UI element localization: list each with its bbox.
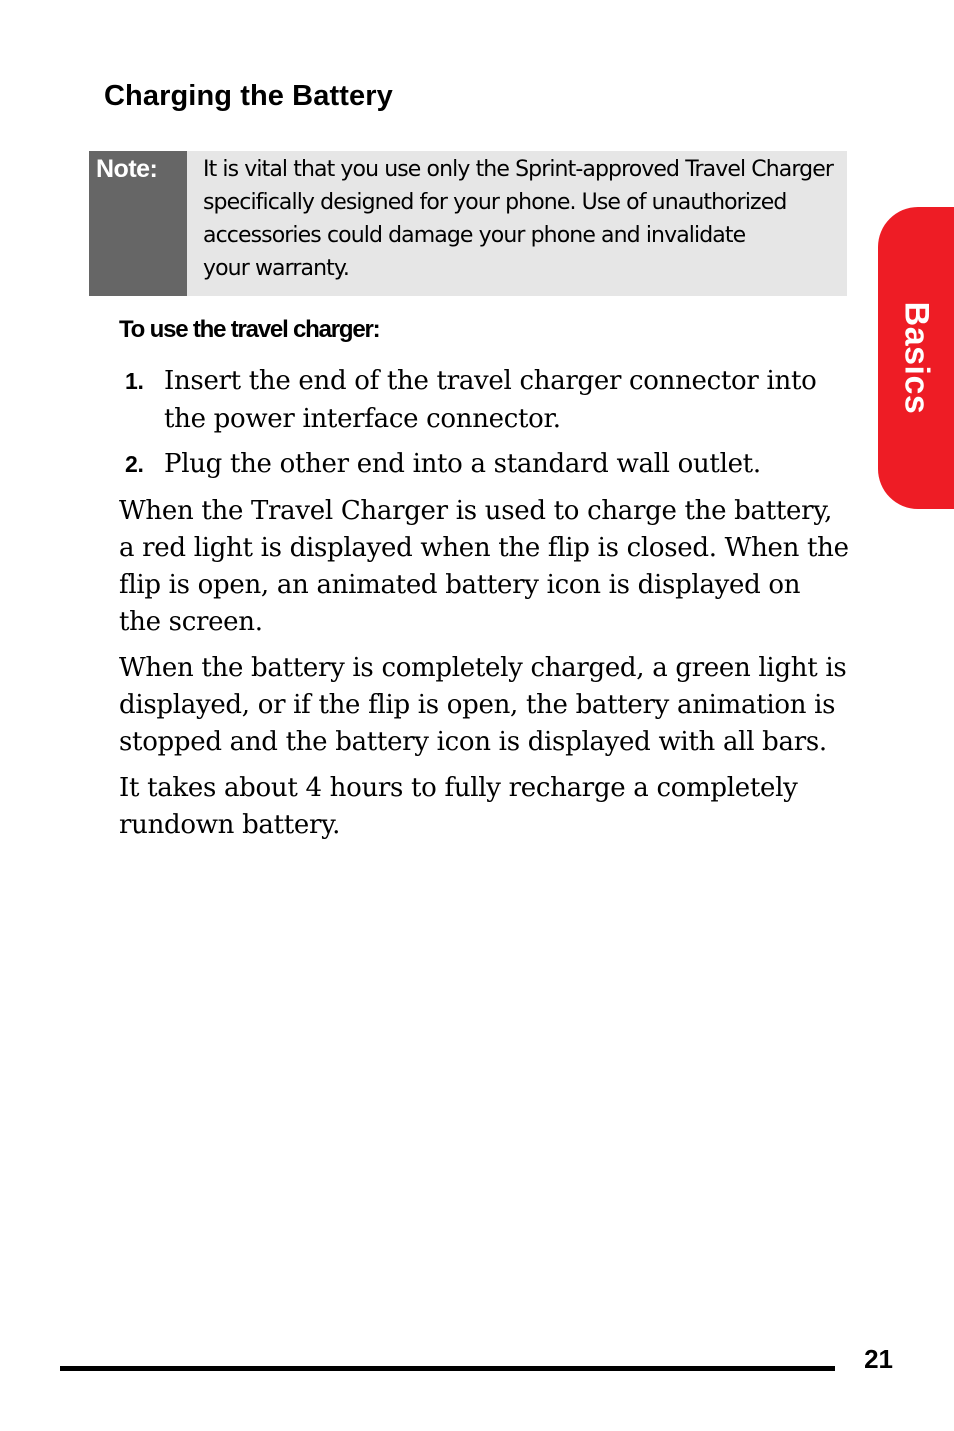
step-list	[119, 362, 849, 490]
note-box	[89, 151, 847, 296]
step-item	[119, 362, 849, 438]
body-paragraph: When the Travel Charger is used to charge the battery, a red light is displayed when the flip is closed. When the flip is open, an animated battery icon is displayed on the screen.	[119, 496, 849, 637]
note-label-cell	[89, 151, 187, 296]
section-heading: Charging the Battery	[104, 80, 393, 112]
step-number: 1.	[125, 368, 144, 394]
note-line: specifically designed for your phone. Use of unauthorized	[203, 190, 787, 215]
page-number: 21	[864, 1344, 893, 1374]
note-line: your warranty.	[203, 256, 349, 281]
body-text	[119, 493, 849, 853]
note-label: Note:	[96, 155, 158, 183]
body-paragraph: It takes about 4 hours to fully recharge a completely rundown battery.	[119, 773, 798, 840]
note-line: It is vital that you use only the Sprint-approved Travel Charger	[203, 157, 833, 182]
footer-rule	[60, 1366, 835, 1371]
body-paragraph: When the battery is completely charged, a green light is displayed, or if the flip is open, the battery animation is stopped and the battery icon is displayed with all bars.	[119, 653, 847, 757]
step-text: Insert the end of the travel charger connector into the power interface connector.	[164, 366, 817, 434]
step-item	[119, 445, 849, 483]
note-line: accessories could damage your phone and invalidate	[203, 223, 746, 248]
step-number: 2.	[125, 451, 144, 477]
section-tab-basics	[878, 207, 954, 509]
note-text	[187, 151, 833, 296]
section-tab-label: Basics	[897, 301, 936, 415]
step-text: Plug the other end into a standard wall outlet.	[164, 449, 761, 479]
procedure-title: To use the travel charger:	[119, 316, 380, 343]
